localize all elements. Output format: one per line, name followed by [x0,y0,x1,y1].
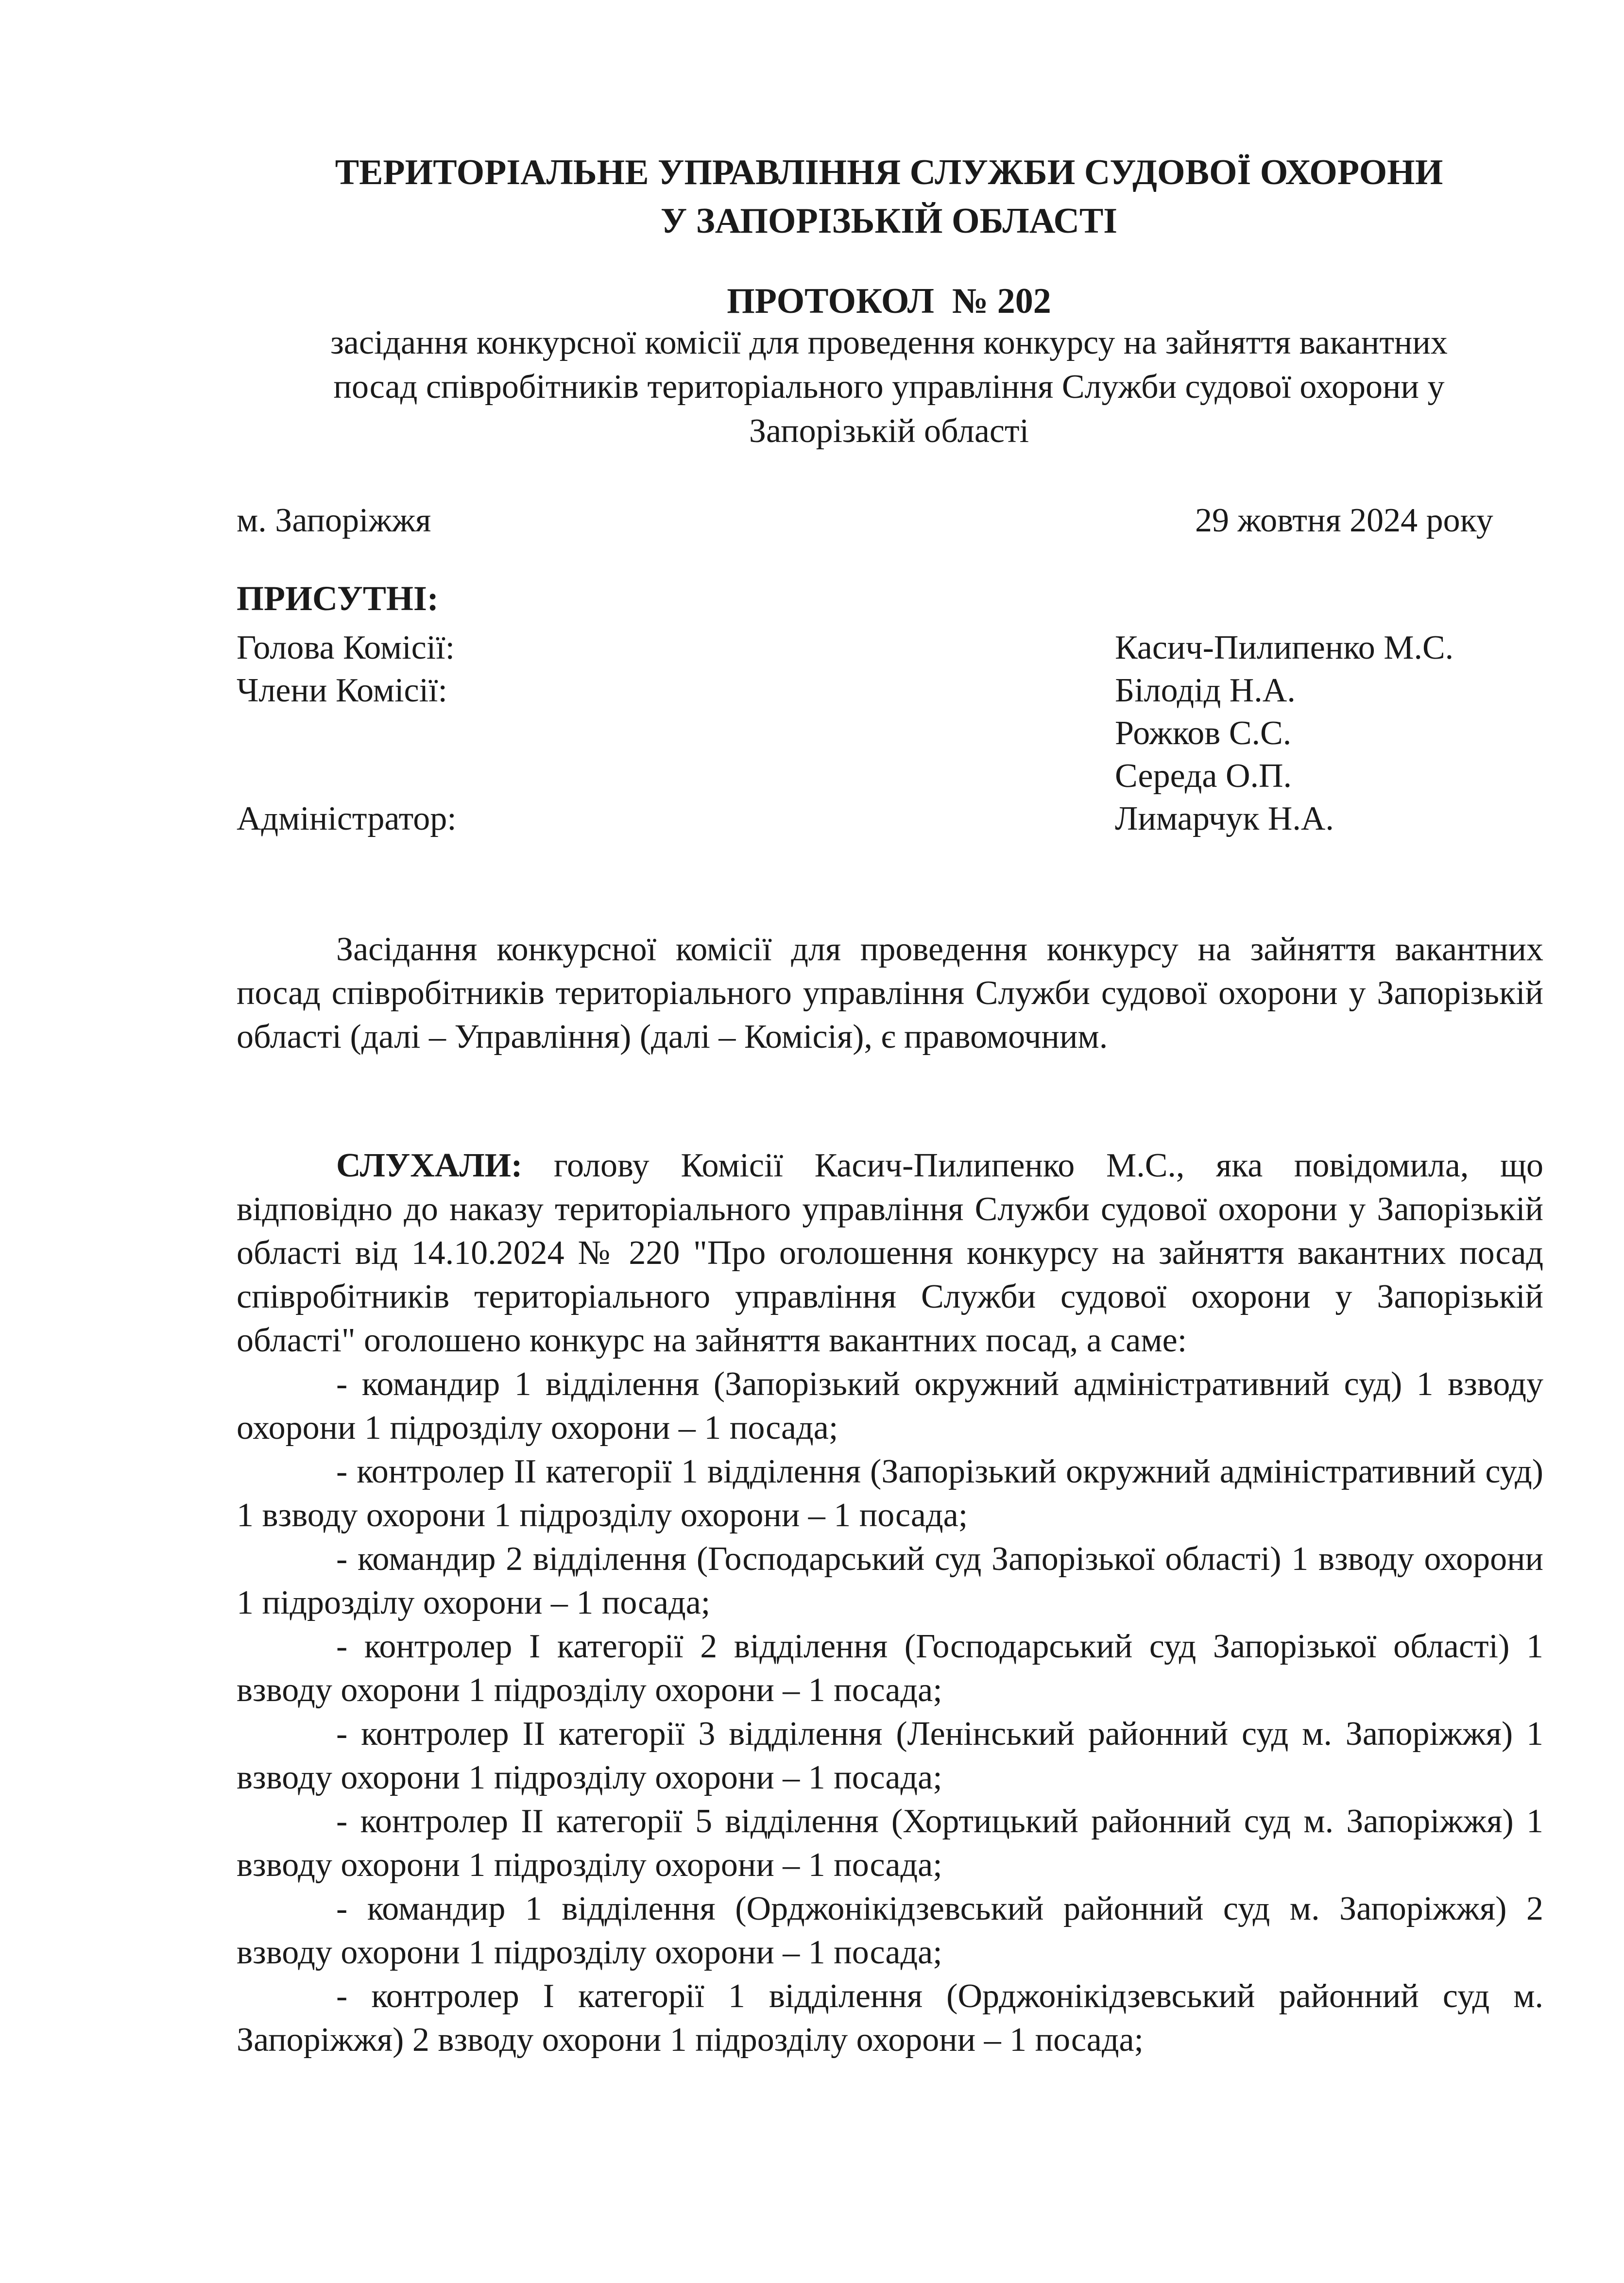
quorum-paragraph-block [237,928,1543,1059]
date: 29 жовтня 2024 року [1195,502,1493,539]
members-label: Члени Комісії: [237,672,447,709]
protocol-subtitle [194,321,1584,453]
present-heading: ПРИСУТНІ: [237,579,439,618]
city: м. Запоріжжя [237,502,431,539]
position-item: - контролер І категорії 2 відділення (Господарський суд Запорізької області) 1 взводу охорони 1 підрозділу охорони – 1 посада; [237,1628,1543,1709]
position-item: - командир 2 відділення (Господарський суд Запорізької області) 1 взводу охорони 1 підрозділу охорони – 1 посада; [237,1540,1543,1621]
org-name-line2: У ЗАПОРІЗЬКІЙ ОБЛАСТІ [660,201,1118,241]
org-name-line1: ТЕРИТОРІАЛЬНЕ УПРАВЛІННЯ СЛУЖБИ СУДОВОЇ ОХОРОНИ [335,153,1443,192]
heard-label: СЛУХАЛИ: [336,1147,523,1184]
subtitle-line3: Запорізькій області [749,412,1029,450]
member-name: Рожков С.С. [1115,715,1292,752]
position-item: - контролер ІІ категорії 1 відділення (Запорізький окружний адміністративний суд) 1 взводу охорони 1 підрозділу охорони – 1 посада; [237,1453,1543,1534]
subtitle-line1: засідання конкурсної комісії для проведення конкурсу на зайняття вакантних [330,324,1448,361]
position-item: - контролер ІІ категорії 5 відділення (Хортицький районний суд м. Запоріжжя) 1 взводу охорони 1 підрозділу охорони – 1 посада; [237,1803,1543,1884]
chair-label: Голова Комісії: [237,629,455,666]
heard-section [237,1144,1543,2062]
admin-label: Адміністратор: [237,800,457,837]
member-name: Середа О.П. [1115,757,1292,795]
admin-name: Лимарчук Н.А. [1115,800,1334,837]
chair-name: Касич-Пилипенко М.С. [1115,629,1454,666]
heard-paragraph [237,1144,1543,1363]
protocol-number: ПРОТОКОЛ № 202 [727,281,1051,321]
document-title [194,148,1584,245]
heard-text: голову Комісії Касич-Пилипенко М.С., яка повідомила, що відповідно до наказу територіального управління Служби судової охорони у Запорізькій області від 14.10.2024 № 220 "Про оголошення конкурсу на зайняття вакантних посад співробітників територіального управління Служби судової охорони у Запорізькій області" оголошено конкурс на зайняття вакантних посад, а саме: [237,1147,1543,1359]
position-item: - контролер І категорії 1 відділення (Орджонікідзевський районний суд м. Запоріжжя) 2 взводу охорони 1 підрозділу охорони – 1 посада; [237,1977,1543,2059]
subtitle-line2: посад співробітників територіального управління Служби судової охорони у [333,368,1445,406]
position-item: - командир 1 відділення (Запорізький окружний адміністративний суд) 1 взводу охорони 1 підрозділу охорони – 1 посада; [237,1365,1543,1447]
position-item: - контролер ІІ категорії 3 відділення (Ленінський районний суд м. Запоріжжя) 1 взводу охорони 1 підрозділу охорони – 1 посада; [237,1715,1543,1796]
member-name: Білодід Н.А. [1115,672,1296,709]
quorum-paragraph: Засідання конкурсної комісії для проведення конкурсу на зайняття вакантних посад співробітників територіального управління Служби судової охорони у Запорізькій області (далі – Управління) (далі – Комісія), є правомочним. [237,931,1543,1056]
position-item: - командир 1 відділення (Орджонікідзевський районний суд м. Запоріжжя) 2 взводу охорони 1 підрозділу охорони – 1 посада; [237,1890,1543,1971]
